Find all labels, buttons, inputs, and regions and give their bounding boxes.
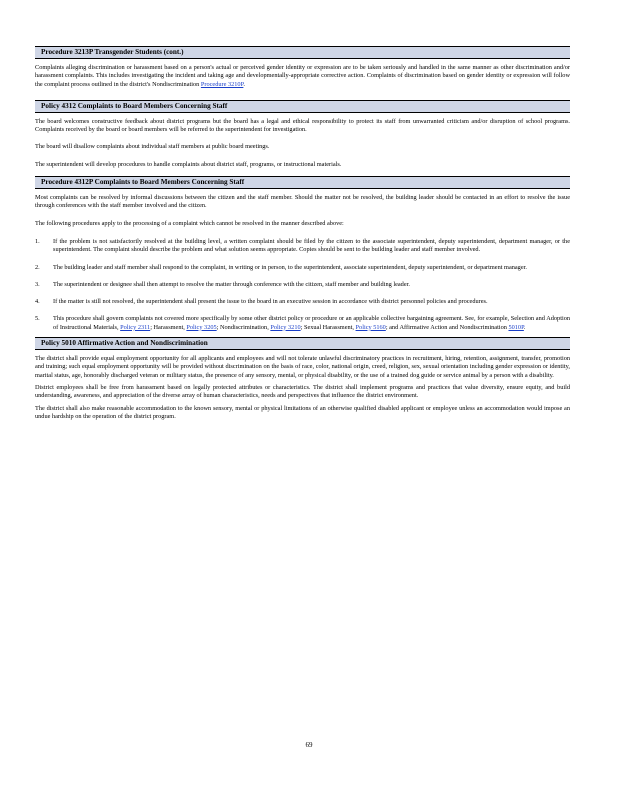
list-number: 3. [35,280,40,288]
list-text-part: . [523,323,526,331]
paragraph: The superintendent will develop procedures to handle complaints about district staff, programs, or instructional materials. [35,160,342,168]
policy-3205-link[interactable]: Policy 3205 [186,323,217,331]
list-item [35,315,570,332]
paragraph: Most complaints can be resolved by informal discussions between the citizen and the staff member. Should the matter not be resolved, the building leader should be contacted in an effort to resolve the issue through conferences with the staff member involved and the citizen. [35,194,570,210]
policy-3210-link[interactable]: Policy 3210 [270,323,301,331]
list-number: 5. [35,315,40,323]
paragraph: The district shall provide equal employment opportunity for all applicants and employees and will not tolerate unlawful discriminatory practices in recruitment, hiring, retention, assignment, transfer, promotion and training; such equal employment opportunity will be provided without discrimination on the basis of race, color, national origin, creed, religion, sex, sexual orientation including gender expression or identity, marital status, age, honorably discharged veteran or military status, the presence of any sensory, mental, or physical disability, or the use of a trained dog guide or service animal by a person with a disability. [35,355,570,379]
page-number: 69 [305,741,313,749]
section-heading: Policy 5010 Affirmative Action and Nondiscrimination [35,337,570,350]
document-page [35,46,570,421]
policy-5160-link[interactable]: Policy 5160 [355,323,386,331]
list-text: The superintendent or designee shall then attempt to resolve the matter through conference with the citizen, staff member and building leader. [53,280,410,288]
list-item [35,281,570,289]
list-item [35,298,570,306]
list-text: The building leader and staff member shall respond to the complaint, in writing or in person, to the superintendent, associate superintendent, deputy superintendent, or department manager. [53,263,527,271]
procedure-list [35,238,570,332]
list-text: If the problem is not satisfactorily resolved at the building level, a written complaint should be filed by the citizen to the associate superintendent, deputy superintendent, department manager, or the superintendent. The complaint should describe the problem and what solution seems appropriate. Copies should be sent to the building leader and staff member involved. [53,237,570,254]
paragraph: The following procedures apply to the processing of a complaint which cannot be resolved in the manner described above: [35,219,344,227]
list-item [35,264,570,272]
section-heading: Policy 4312 Complaints to Board Members Concerning Staff [35,100,570,113]
list-number: 1. [35,237,40,245]
paragraph: The board will disallow complaints about individual staff members at public board meetings. [35,143,270,151]
list-item [35,238,570,255]
procedure-5010p-link[interactable]: 5010P [508,323,524,331]
paragraph: The district shall also make reasonable accommodation to the known sensory, mental or physical limitations of an otherwise qualified disabled applicant or employee unless an accommodation would impose an undue hardship on the operation of the district program. [35,404,570,420]
paragraph-text: Complaints alleging discrimination or harassment based on a person's actual or perceived gender identity or expression are to be taken seriously and handled in the same manner as other discrimination and/or harassment complaints. This includes investigating the incident and taking age and developmentally-appropriate corrective action. Complaints of discrimination based on gender identity or expression will follow the complaint process outlined in the district's Nondiscrimination [35,64,570,88]
list-text-part: This procedure shall govern complaints not covered more specifically by some other district policy or procedure or an applicable collective bargaining agreement. See, for example, Selection and Adoption of Instructional Materials, [53,315,570,331]
list-text [53,315,570,332]
paragraph [35,64,570,89]
section-heading: Procedure 4312P Complaints to Board Members Concerning Staff [35,176,570,189]
policy-2311-link[interactable]: Policy 2311 [120,323,151,331]
procedure-3210p-link[interactable]: Procedure 3210P [200,80,244,88]
list-text-part: ; Nondiscrimination, [216,323,269,331]
list-text-part: ; Harassment, [150,323,185,331]
paragraph-end: . [243,80,245,88]
list-text-part: ; and Affirmative Action and Nondiscrimination [385,323,507,331]
paragraph: The board welcomes constructive feedback about district programs but the board has a legal and ethical responsibility to protect its staff from unwarranted criticism and/or disruption of school programs. Complaints received by the board or board members will be referred to the superintendent for investigation. [35,117,570,134]
list-text: If the matter is still not resolved, the superintendent shall present the issue to the board in an executive session in accordance with district personnel policies and procedures. [53,298,488,306]
list-number: 4. [35,298,40,306]
paragraph: District employees shall be free from harassment based on legally protected attributes or characteristics. The district shall implement programs and practices that value diversity, ensure equity, and build understanding, awareness, and appreciation of the diverse array of human characteristics, needs and perspectives that influence the district environment. [35,383,570,400]
list-number: 2. [35,263,40,271]
section-heading: Procedure 3213P Transgender Students (cont.) [35,46,570,59]
list-text-part: ; Sexual Harassment, [300,323,354,331]
